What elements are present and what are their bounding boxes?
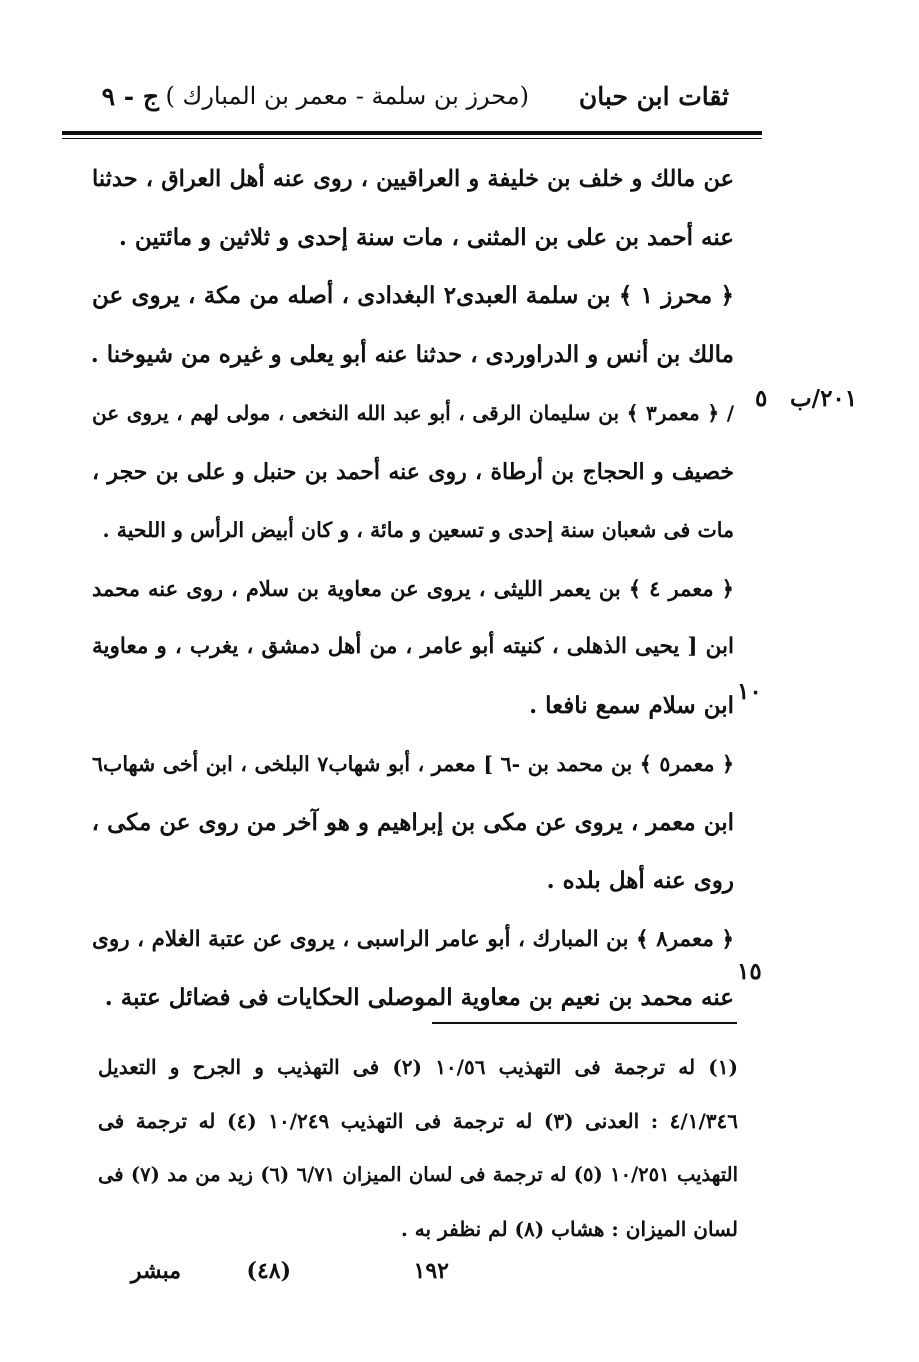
text-line: عن مالك و خلف بن خليفة و العراقيين ، روى عنه أهل العراق ، حدثنا — [92, 166, 734, 192]
margin-line-number-10: ١٠ — [737, 678, 762, 705]
footnote-separator — [432, 1022, 737, 1024]
text-line: مات فى شعبان سنة إحدى و تسعين و مائة ، و كان أبيض الرأس و اللحية . — [102, 518, 734, 542]
text-line: ابن معمر ، يروى عن مكى بن إبراهيم و هو آخر من روى عن مكى ، — [91, 808, 734, 836]
footnotes — [98, 1040, 738, 1256]
text-line: ابن [ يحيى الذهلى ، كنيته أبو عامر ، من أهل دمشق ، يغرب ، و معاوية — [92, 634, 734, 659]
text-line: ابن سلام سمع نافعا . — [529, 691, 734, 719]
footnote-line: ٤/١/٣٤٦ : العدنى (٣) له ترجمة فى التهذيب ١٠/٢٤٩ (٤) له ترجمة فى — [98, 1109, 738, 1133]
text-line: عنه أحمد بن على بن المثنى ، مات سنة إحدى و ثلاثين و مائتين . — [118, 223, 734, 251]
text-line: عنه محمد بن نعيم بن معاوية الموصلى الحكايات فى فضائل عتبة . — [104, 984, 734, 1011]
margin-line-number-5: ٥ — [755, 385, 768, 412]
footnote-line: التهذيب ١٠/٢٥١ (٥) له ترجمة فى لسان الميزان ٦/٧١ (٦) زيد من مد (٧) فى — [98, 1163, 738, 1186]
main-text — [92, 150, 734, 1028]
text-line: مالك بن أنس و الدراوردى ، حدثنا عنه أبو يعلى و غيره من شيوخنا . — [90, 340, 734, 368]
press-mark: مبشر — [130, 1258, 181, 1284]
running-head-volume: ج - ٩ — [101, 82, 159, 111]
sheet-number: (٤٨) — [246, 1258, 291, 1284]
header-rule-thin — [62, 138, 762, 139]
page-number: ١٩٢ — [413, 1258, 449, 1284]
text-line: ﴿ معمر٥ ﴾ بن محمد بن -٦ ] معمر ، أبو شهاب٧ البلخى ، ابن أخى شهاب٦ — [92, 752, 735, 776]
footnote-line: لسان الميزان : هشاب (٨) لم نظفر به . — [400, 1217, 738, 1241]
margin-folio-reference: ٢٠١/ب — [790, 385, 858, 412]
header-rule-thick — [62, 131, 762, 135]
text-line: / ﴿ معمر٣ ﴾ بن سليمان الرقى ، أبو عبد الله النخعى ، مولى لهم ، يروى عن — [92, 401, 734, 425]
text-line: ﴿ محرز ١ ﴾ بن سلمة العبدى٢ البغدادى ، أصله من مكة ، يروى عن — [92, 282, 734, 309]
margin-line-number-15: ١٥ — [737, 958, 762, 985]
text-line: ﴿ معمر٨ ﴾ بن المبارك ، أبو عامر الراسبى ، يروى عن عتبة الغلام ، روى — [92, 926, 734, 952]
footnote-line: (١) له ترجمة فى التهذيب ١٠/٥٦ (٢) فى التهذيب و الجرح و التعديل — [98, 1055, 738, 1079]
text-line: ﴿ معمر ٤ ﴾ بن يعمر الليثى ، يروى عن معاوية بن سلام ، روى عنه محمد — [92, 575, 734, 601]
text-line: خصيف و الحجاج بن أرطاة ، روى عنه أحمد بن حنبل و على بن حجر ، — [92, 458, 734, 485]
text-line: روى عنه أهل بلده . — [546, 867, 734, 894]
running-head-book-title: ثقات ابن حبان — [578, 82, 729, 111]
running-head-entry-range: (محرز بن سلمة - معمر بن المبارك ) — [165, 82, 529, 110]
